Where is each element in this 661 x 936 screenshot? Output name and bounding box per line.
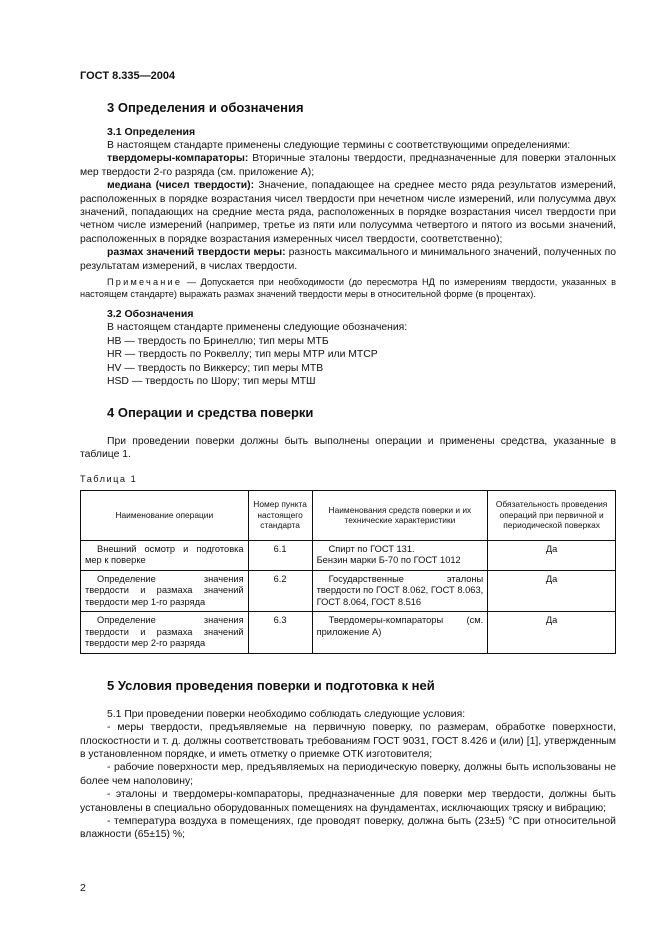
header-operation: Наименование операции bbox=[81, 490, 249, 540]
table-caption: Таблица 1 bbox=[80, 474, 138, 485]
table-row bbox=[81, 540, 616, 570]
definition-median bbox=[80, 179, 616, 246]
symbol-hv: HV — твердость по Виккерсу; тип меры МТВ bbox=[107, 362, 324, 374]
definition-range bbox=[80, 246, 616, 273]
def-comparators: Вторичные эталоны твердости, предназначенные для поверки эталонных мер твердости 2-го разряда (см. приложение А); bbox=[80, 153, 616, 178]
note bbox=[80, 276, 616, 300]
section-3-title: 3 Определения и обозначения bbox=[107, 100, 304, 115]
header-obligation: Обязательность проведения операций при первичной и периодической поверках bbox=[488, 490, 616, 540]
section-4-intro: При проведении поверки должны быть выполнены операции и применены средства, указанные в таблице 1. bbox=[80, 435, 616, 460]
cell-operation: Определение значения твердости и размаха значений твердости мер 2-го разряда bbox=[81, 612, 249, 654]
section-5-para-4: - эталоны и твердомеры-компараторы, предназначенные для поверки мер твердости, должны быть установлены в специально оборудованных помещениях на фундаментах, исключающих тряску и вибрацию; bbox=[80, 789, 616, 814]
term-median: медиана (чисел твердости): bbox=[107, 180, 255, 192]
section-5-title: 5 Условия проведения поверки и подготовка к ней bbox=[107, 677, 435, 693]
symbols-intro: В настоящем стандарте применены следующие обозначения: bbox=[107, 322, 408, 334]
subsection-3-1-title: 3.1 Определения bbox=[107, 126, 196, 138]
cell-clause: 6.1 bbox=[248, 540, 312, 570]
cell-clause: 6.3 bbox=[248, 612, 312, 654]
definitions-intro: В настоящем стандарте применены следующие термины с соответствующими определениями: bbox=[107, 140, 571, 151]
note-text: — Допускается при необходимости (до пересмотра НД по измерениям твердости, указанных в настоящем стандарте) выражать размах значений твердости меры в относительной форме (в процентах). bbox=[80, 277, 616, 300]
cell-means: Спирт по ГОСТ 131. Бензин марки Б-70 по ГОСТ 1012 bbox=[312, 540, 488, 570]
table-row bbox=[81, 570, 616, 612]
symbol-hb: HB — твердость по Бринеллю; тип меры МТБ bbox=[107, 335, 329, 347]
running-header: ГОСТ 8.335—2004 bbox=[80, 70, 176, 82]
page-content bbox=[80, 92, 616, 842]
header-means: Наименования средств поверки и их технические характеристики bbox=[312, 490, 488, 540]
cell-obligation: Да bbox=[488, 612, 616, 654]
def-range: разность максимального и минимального значений, полученных по результатам измерений, в числах твердости. bbox=[80, 247, 616, 272]
cell-obligation: Да bbox=[488, 540, 616, 570]
definition-comparators bbox=[80, 152, 616, 179]
section-5-para-1: 5.1 При проведении поверки необходимо соблюдать следующие условия: bbox=[107, 708, 466, 720]
term-range: размах значений твердости меры: bbox=[107, 247, 286, 259]
term-comparators: твердомеры-компараторы: bbox=[107, 153, 249, 165]
table-row bbox=[81, 612, 616, 654]
cell-operation: Внешний осмотр и подготовка мер к поверке bbox=[81, 540, 249, 570]
cell-obligation: Да bbox=[488, 570, 616, 612]
table-header-row bbox=[81, 490, 616, 540]
cell-operation: Определение значения твердости и размаха значений твердости мер 1-го разряда bbox=[81, 570, 249, 612]
page-number: 2 bbox=[80, 882, 86, 894]
section-5-para-3: - рабочие поверхности мер, предъявляемых на периодическую поверку, должны быть использованы не более чем наполовину; bbox=[80, 762, 616, 787]
operations-table bbox=[80, 490, 616, 654]
section-5-para-2: - меры твердости, предъявляемые на первичную поверку, по размерам, обработке поверхности, плоскостности и т. д. должны соответствовать требованиям ГОСТ 9031, ГОСТ 8.426 и (или) [1], утвержденным в установленном порядке, и иметь отметку о приемке ОТК изготовителя; bbox=[80, 722, 616, 760]
cell-means: Государственные эталоны твердости по ГОСТ 8.062, ГОСТ 8.063, ГОСТ 8.064, ГОСТ 8.516 bbox=[312, 570, 488, 612]
cell-clause: 6.2 bbox=[248, 570, 312, 612]
section-5-para-5: - температура воздуха в помещениях, где проводят поверку, должна быть (23±5) °С при относительной влажности (65±15) %; bbox=[80, 815, 616, 841]
symbol-hsd: HSD — твердость по Шору; тип меры МТШ bbox=[107, 376, 316, 388]
def-median: Значение, попадающее на среднее место ряда результатов измерений, расположенных в порядке возрастания чисел твердости при нечетном числе измерений, или полусумма двух значений, попадающих на средние места ряда, расположенных в порядке возрастания чисел твердости при четном числе измерений (например, третье из пяти или полусумма четвертого и пятого из восьми значений, расположенных в порядке возрастания измеренных чисел твердости, соответственно); bbox=[80, 180, 616, 245]
symbol-hr: HR — твердость по Роквеллу; тип меры МТР или МТСР bbox=[107, 349, 378, 361]
header-clause-number: Номер пункта настоящего стандарта bbox=[248, 490, 312, 540]
subsection-3-2-title: 3.2 Обозначения bbox=[107, 308, 194, 321]
section-4-title: 4 Операции и средства поверки bbox=[107, 404, 314, 420]
note-label: Примечание bbox=[107, 277, 183, 288]
cell-means: Твердомеры-компараторы (см. приложение А) bbox=[312, 612, 488, 654]
